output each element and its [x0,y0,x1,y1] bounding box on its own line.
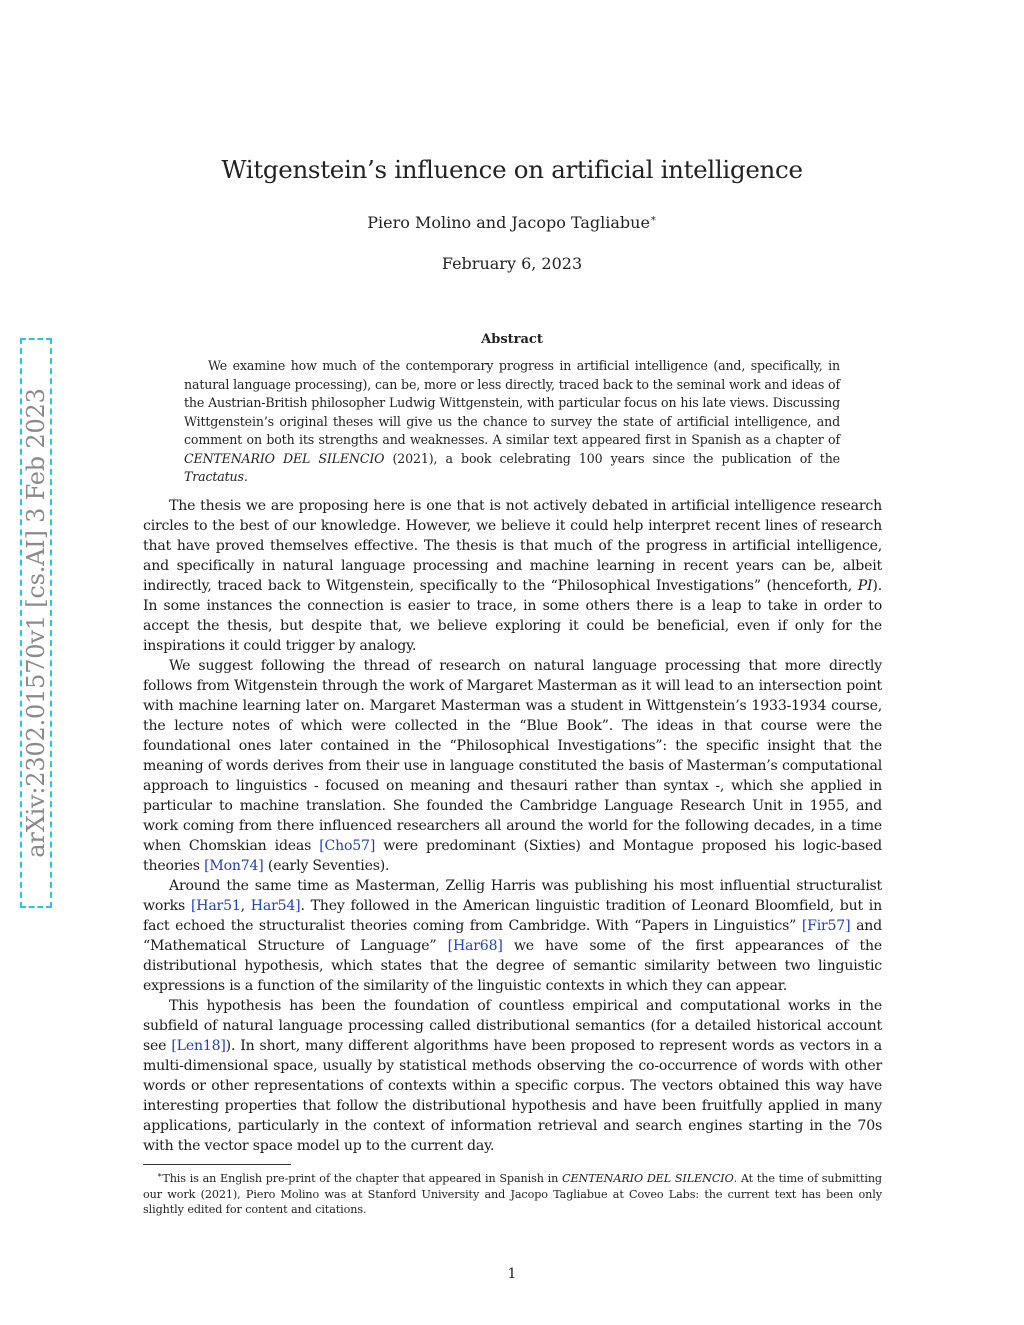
p3-text-b: . They followed in the American linguistic tradition of Leonard Bloomfield, but in fact echoed the structuralist theories coming from Cambridge. With “Papers in Linguistics” [143,898,882,934]
abstract-heading: Abstract [481,332,543,347]
citation-link-mon74[interactable]: [Mon74] [204,858,264,874]
abstract-part-2: (2021), a book celebrating 100 years since the publication of the [384,450,840,466]
p3-text-d: we have some of the first appearances of the distributional hypothesis, which states that the degree of semantic similarity between two linguistic expressions is a function of the similarity of the linguistic contexts in which they can appear. [143,938,882,994]
authors-text: Piero Molino and Jacopo Tagliabue [367,213,650,232]
p2-text-c: (early Seventies). [263,858,390,874]
p1-text-b: ). In some instances the connection is easier to trace, in some others there is a leap to take in order to accept the thesis, but despite that, we believe exploring it could be beneficial, even if only for the inspirations it could trigger by analogy. [143,578,882,654]
body-paragraph-1 [143,496,882,656]
author-footnote-mark[interactable]: ∗ [649,213,657,225]
paper-body [143,496,882,1156]
body-paragraph-4 [143,996,882,1156]
paper-title: Witgenstein’s influence on artificial intelligence [221,155,803,184]
p2-text-b: were predominant (Sixties) and Montague proposed his logic-based theories [143,838,882,874]
body-paragraph-2 [143,656,882,876]
abstract-tractatus: Tractatus [184,469,244,484]
p1-pi-abbrev: PI [857,578,873,594]
footnote-part-1: This is an English pre-print of the chapter that appeared in Spanish in [162,1172,563,1185]
p3-text-c: and “Mathematical Structure of Language” [143,918,882,954]
citation-link-cho57[interactable]: [Cho57] [319,838,376,854]
footnote-part-2: . At the time of submitting our work (2021), Piero Molino was at Stanford University and Jacopo Tagliabue at Coveo Labs: the current text has been only slightly edited for content and citations. [143,1172,882,1216]
footnote-divider [143,1164,291,1165]
paper-date: February 6, 2023 [441,254,583,273]
p1-text-a: The thesis we are proposing here is one that is not actively debated in artificial intelligence research circles to the best of our knowledge. However, we believe it could help interpret recent lines of research that have proved themselves effective. The thesis is that much of the progress in artificial intelligence, and specifically in natural language processing and machine learning in recent years can be, albeit indirectly, traced back to Witgenstein, specifically to the “Philosophical Investigations” (henceforth, [143,498,882,594]
p2-text-a: We suggest following the thread of research on natural language processing that more directly follows from Witgenstein through the work of Margaret Masterman as it will lead to an intersection point with machine learning later on. Margaret Masterman was a student in Wittgenstein’s 1933-1934 course, the lecture notes of which were collected in the “Blue Book”. The ideas in that course were the foundational ones later contained in the “Philosophical Investigations”: the specific insight that the meaning of words derives from their use in language constituted the basis of Masterman’s computational approach to linguistics - focused on meaning and thesauri rather than syntax -, which she applied in particular to machine translation. She founded the Cambridge Language Research Unit in 1955, and work coming from there influenced researchers all around the world for the following decades, in a time when Chomskian ideas [143,658,882,854]
citation-separator: , [240,898,251,914]
body-paragraph-3 [143,876,882,996]
footnote [143,1171,882,1218]
abstract-part-3: . [243,469,248,484]
abstract-part-1: We examine how much of the contemporary progress in artificial intelligence (and, specifically, in natural language processing), can be, more or less directly, traced back to the seminal work and ideas of the Austrian-British philosopher Ludwig Wittgenstein, with particular focus on his late views. Discussing Wittgenstein’s original theses will give us the chance to survey the state of artificial intelligence, and comment on both its strengths and weaknesses. A similar text appeared first in Spanish as a chapter of [184,358,840,447]
citation-link-len18[interactable]: [Len18] [171,1038,226,1054]
citation-link-har54[interactable]: Har54] [250,898,301,914]
citation-link-har68[interactable]: [Har68] [447,938,503,954]
footnote-mark: ∗ [157,1170,163,1180]
citation-link-har51[interactable]: [Har51 [190,898,241,914]
page-number: 1 [507,1266,517,1282]
p3-text-a: Around the same time as Masterman, Zellig Harris was publishing his most influential structuralist works [143,878,882,914]
abstract-book-title: CENTENARIO DEL SILENCIO [184,450,385,466]
paper-authors [0,213,1024,232]
arxiv-sidebar-stamp [6,338,66,908]
p4-text-b: ). In short, many different algorithms have been proposed to represent words as vectors in a multi-dimensional space, usually by statistical methods observing the co-occurrence of words with other words or other representations of contexts within a specific corpus. The vectors obtained this way have interesting properties that follow the distributional hypothesis and have been fruitfully applied in many applications, particularly in the context of information retrieval and search engines starting in the 70s with the vector space model up to the current day. [143,1038,882,1154]
arxiv-identifier[interactable]: arXiv:2302.01570v1 [cs.AI] 3 Feb 2023 [22,388,50,858]
citation-link-fir57[interactable]: [Fir57] [801,918,851,934]
abstract-text [184,357,840,487]
footnote-book-title: CENTENARIO DEL SILENCIO [562,1172,734,1185]
p4-text-a: This hypothesis has been the foundation of countless empirical and computational works in the subfield of natural language processing called distributional semantics (for a detailed historical account see [143,998,882,1054]
